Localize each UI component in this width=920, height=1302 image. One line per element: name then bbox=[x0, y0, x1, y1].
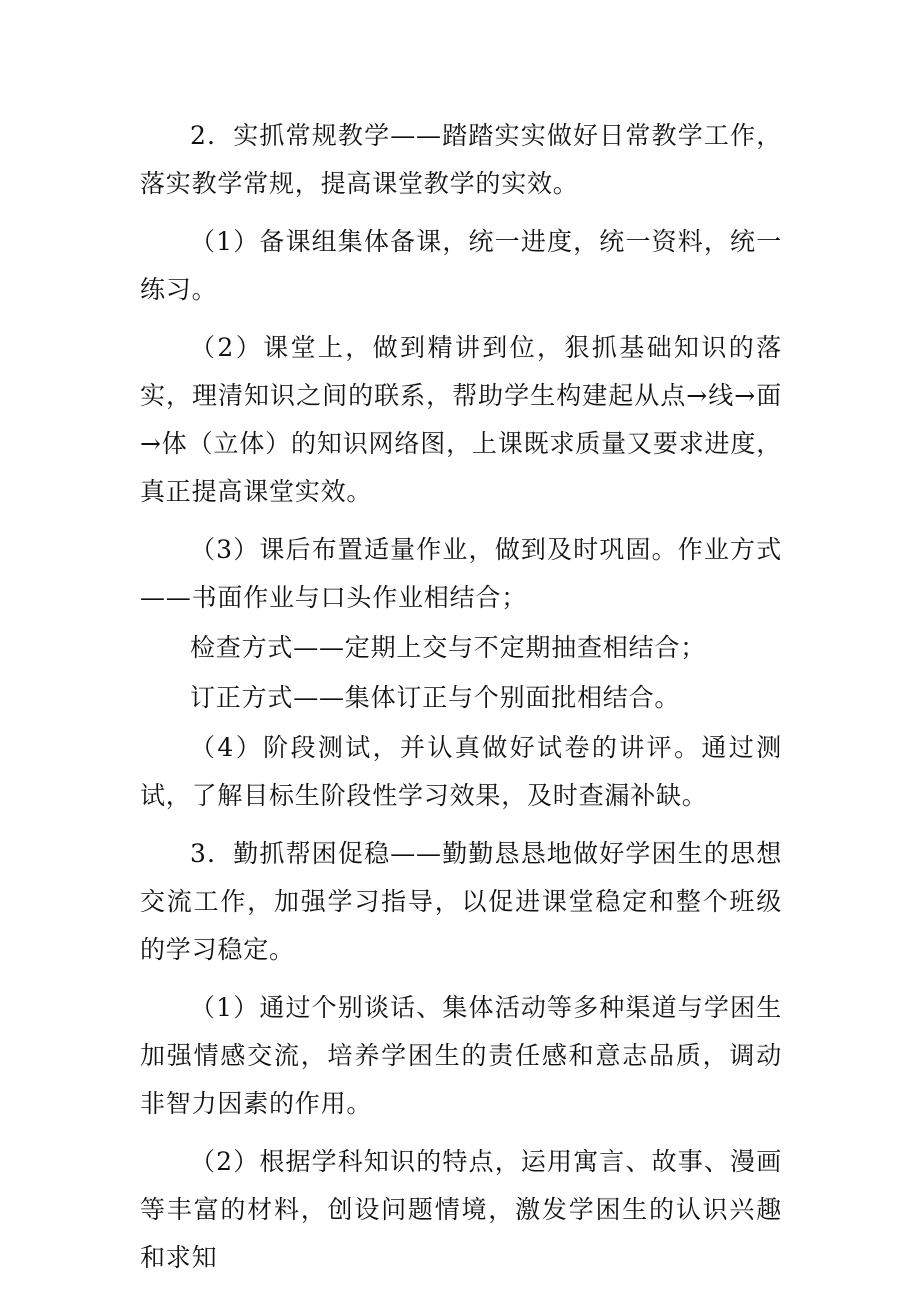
paragraph-help-struggling: 3．勤抓帮困促稳——勤勤恳恳地做好学困生的思想交流工作，加强学习指导，以促进课堂稳定和整个班级的学习稳定。 bbox=[140, 839, 782, 964]
paragraph-homework: （3）课后布置适量作业，做到及时巩固。作业方式——书面作业与口头作业相结合； bbox=[140, 535, 782, 612]
paragraph-check-method: 检查方式——定期上交与不定期抽查相结合； bbox=[190, 633, 707, 662]
paragraph-emotional-exchange: （1）通过个别谈话、集体活动等多种渠道与学困生加强情感交流，培养学困生的责任感和意志品质，调动非智力因素的作用。 bbox=[140, 993, 782, 1118]
paragraph-lesson-prep: （1）备课组集体备课，统一进度，统一资料，统一练习。 bbox=[140, 227, 782, 304]
paragraph-correction-method: 订正方式——集体订正与个别面批相结合。 bbox=[190, 683, 681, 712]
paragraph-routine-teaching: 2．实抓常规教学——踏踏实实做好日常教学工作，落实教学常规，提高课堂教学的实效。 bbox=[140, 121, 782, 198]
paragraph-stage-test: （4）阶段测试，并认真做好试卷的讲评。通过测试，了解目标生阶段性学习效果，及时查漏补缺。 bbox=[140, 733, 782, 810]
paragraph-subject-features: （2）根据学科知识的特点，运用寓言、故事、漫画等丰富的材料，创设问题情境，激发学困生的认识兴趣和求知 bbox=[140, 1147, 782, 1272]
paragraph-classroom: （2）课堂上，做到精讲到位，狠抓基础知识的落实，理清知识之间的联系，帮助学生构建起从点→线→面→体（立体）的知识网络图，上课既求质量又要求进度，真正提高课堂实效。 bbox=[140, 333, 782, 506]
document-body bbox=[140, 112, 782, 1292]
